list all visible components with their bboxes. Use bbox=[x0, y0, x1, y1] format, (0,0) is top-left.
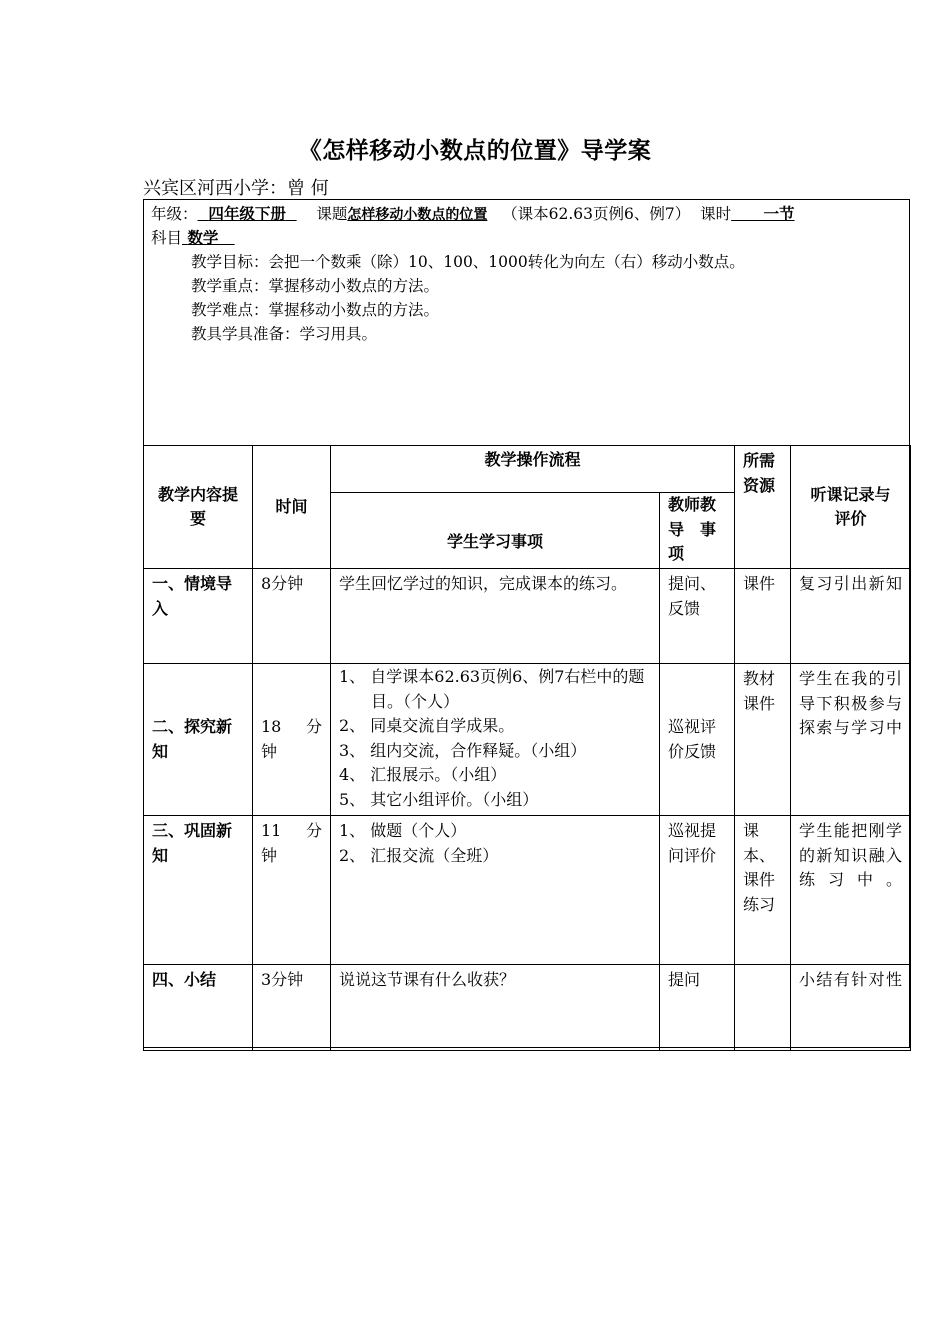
info-row-subject bbox=[151, 226, 235, 250]
header-time: 时间 bbox=[253, 446, 331, 569]
list-item: 2、 同桌交流自学成果。 bbox=[339, 716, 515, 735]
subject-label: 科目 bbox=[151, 229, 183, 247]
row4-student: 说说这节课有什么收获？ bbox=[331, 965, 660, 1051]
row3-content: 三、巩固新知 bbox=[144, 816, 253, 965]
row1-resources: 课件 bbox=[735, 569, 791, 664]
row4-content: 四、小结 bbox=[144, 965, 253, 1051]
table-row bbox=[144, 965, 911, 1051]
period-value: 一节 bbox=[763, 204, 795, 223]
difficulty: 教学难点：掌握移动小数点的方法。 bbox=[191, 301, 440, 319]
grade-label: 年级： bbox=[151, 205, 198, 223]
row4-teacher: 提问 bbox=[660, 965, 735, 1051]
info-row-grade bbox=[151, 202, 795, 227]
row4-record: 小结有针对性 bbox=[791, 965, 911, 1051]
header-content: 教学内容提要 bbox=[144, 446, 253, 569]
row2-time: 18 分 钟 bbox=[253, 664, 331, 816]
row2-teacher: 巡视评价反馈 bbox=[660, 664, 735, 816]
row3-record: 学生能把刚学的新知识融入练习中。 bbox=[791, 816, 911, 965]
row3-steps bbox=[331, 816, 660, 965]
subject-value: 数学 bbox=[187, 228, 219, 247]
header-resources: 所需资源 bbox=[735, 446, 791, 569]
list-item: 4、 汇报展示。（小组） bbox=[339, 765, 507, 784]
row1-time: 8分钟 bbox=[253, 569, 331, 664]
row4-time: 3分钟 bbox=[253, 965, 331, 1051]
row1-teacher: 提问、反馈 bbox=[660, 569, 735, 664]
list-item: 1、 自学课本62.63页例6、例7右栏中的题目。（个人） bbox=[339, 667, 645, 711]
period-label: 课时 bbox=[700, 205, 732, 223]
row2-content: 二、探究新知 bbox=[144, 664, 253, 816]
header-process: 教学操作流程 bbox=[331, 446, 735, 493]
table-row bbox=[144, 664, 911, 816]
page-title: 《怎样移动小数点的位置》导学案 bbox=[298, 137, 652, 164]
row1-record: 复习引出新知 bbox=[791, 569, 911, 664]
grade-value: 四年级下册 bbox=[208, 204, 286, 223]
topic-label: 课题 bbox=[316, 205, 348, 223]
row1-content: 一、情境导入 bbox=[144, 569, 253, 664]
materials: 教具学具准备：学习用具。 bbox=[191, 325, 378, 343]
list-item: 1、 做题（个人） bbox=[339, 821, 467, 840]
list-item: 2、 汇报交流（全班） bbox=[339, 845, 499, 865]
row3-teacher: 巡视提问评价 bbox=[660, 816, 735, 965]
header-student: 学生学习事项 bbox=[331, 493, 660, 569]
table-row bbox=[144, 569, 911, 664]
row3-resources: 课本、课件练习 bbox=[735, 816, 791, 965]
row2-record: 学生在我的引导下积极参与探索与学习中 bbox=[791, 664, 911, 816]
header-record: 听课记录与评价 bbox=[791, 446, 911, 569]
row3-time: 11 分 钟 bbox=[253, 816, 331, 965]
objective: 教学目标：会把一个数乘（除）10、100、1000转化为向左（右）移动小数点。 bbox=[191, 253, 745, 271]
textbook-ref: （课本62.63页例6、例7） bbox=[502, 205, 691, 223]
info-block bbox=[143, 199, 910, 445]
key-point: 教学重点：掌握移动小数点的方法。 bbox=[191, 277, 440, 295]
list-item: 3、 组内交流，合作释疑。（小组） bbox=[339, 740, 587, 760]
header-teacher: 教师教导 事项 bbox=[660, 493, 735, 569]
author-line: 兴宾区河西小学：曾 何 bbox=[143, 178, 329, 199]
topic-value: 怎样移动小数点的位置 bbox=[347, 207, 488, 223]
row4-resources bbox=[735, 965, 791, 1051]
table-row bbox=[144, 816, 911, 965]
list-item: 5、 其它小组评价。（小组） bbox=[339, 789, 539, 809]
row1-student: 学生回忆学过的知识，完成课本的练习。 bbox=[331, 569, 660, 664]
row2-resources: 教材课件 bbox=[735, 664, 791, 816]
row2-steps bbox=[331, 664, 660, 816]
lesson-table bbox=[143, 445, 911, 1051]
